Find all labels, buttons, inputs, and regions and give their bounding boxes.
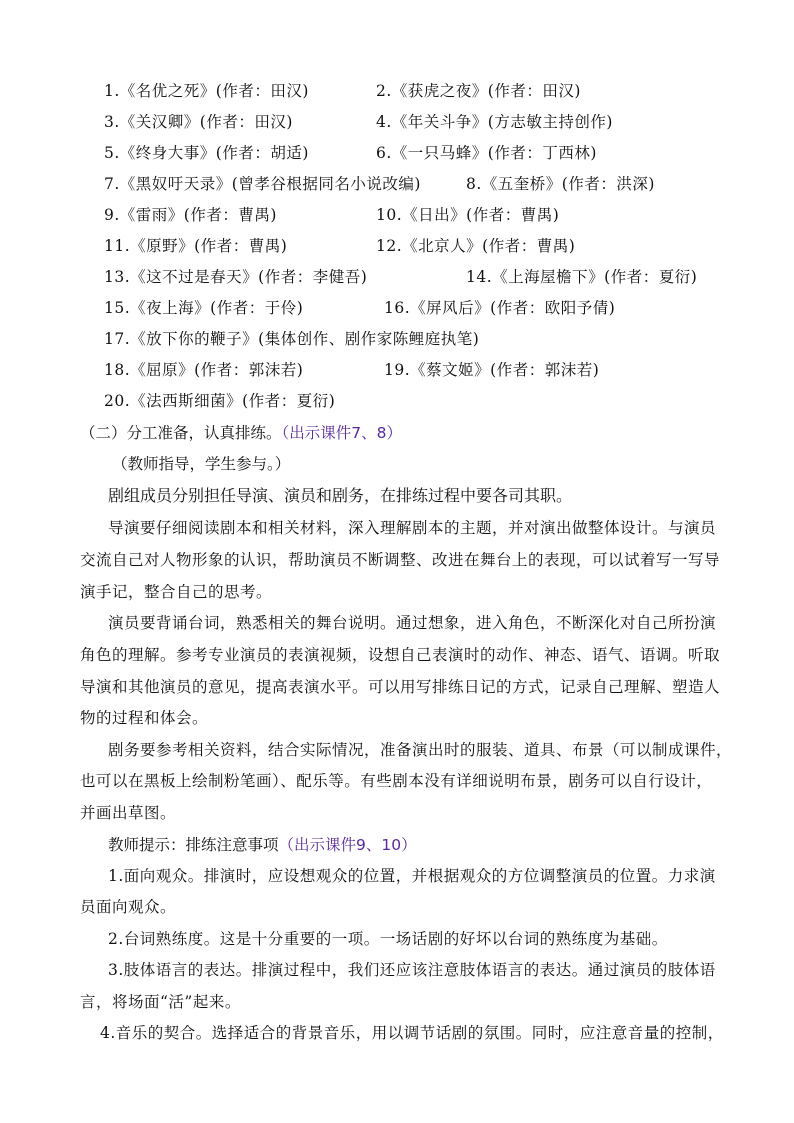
- play-item-2: 2.《获虎之夜》(作者：田汉): [376, 82, 581, 100]
- stage-paragraph-line-2: 也可以在黑板上绘制粉笔画）、配乐等。有些剧本没有详细说明布景，剧务可以自行设计，: [80, 772, 713, 790]
- tip-3-line-2: 言，将场面“活”起来。: [80, 993, 241, 1011]
- play-item-15: 15.《夜上海》(作者：于伶): [104, 299, 304, 317]
- play-item-16: 16.《屏风后》(作者：欧阳予倩): [384, 299, 616, 317]
- stage-paragraph-line-1: 剧务要参考相关资料，结合实际情况，准备演出时的服装、道具、布景（可以制成课件，: [108, 741, 733, 759]
- tip-2: 2.台词熟练度。这是十分重要的一项。一场话剧的好坏以台词的熟练度为基础。: [108, 930, 668, 948]
- section-heading-courseware-note: （出示课件7、8）: [281, 424, 402, 442]
- tips-courseware-note: （出示课件9、10）: [278, 836, 417, 854]
- play-item-12: 12.《北京人》(作者：曹禺): [376, 237, 576, 255]
- actor-paragraph-line-1: 演员要背诵台词，熟悉相关的舞台说明。通过想象，进入角色，不断深化对自己所扮演: [108, 614, 717, 632]
- director-paragraph-line-2: 交流自己对人物形象的认识，帮助演员不断调整、改进在舞台上的表现，可以试着写一写导: [80, 551, 721, 569]
- actor-paragraph-line-4: 物的过程和体会。: [80, 709, 209, 727]
- play-item-5: 5.《终身大事》(作者：胡适): [104, 144, 309, 162]
- director-paragraph-line-3: 演手记，整合自己的思考。: [80, 583, 273, 601]
- play-item-20: 20.《法西斯细菌》(作者：夏衍): [104, 392, 336, 410]
- tips-heading: [108, 835, 417, 855]
- play-item-3: 3.《关汉卿》(作者：田汉): [104, 113, 293, 131]
- play-item-18: 18.《屈原》(作者：郭沫若): [104, 361, 304, 379]
- tip-4: 4.音乐的契合。选择适合的背景音乐，用以调节话剧的氛围。同时，应注意音量的控制，: [100, 1024, 724, 1042]
- play-item-1: 1.《名优之死》(作者：田汉): [104, 82, 309, 100]
- play-item-4: 4.《年关斗争》(方志敏主持创作): [376, 113, 613, 131]
- play-item-14: 14.《上海屋檐下》(作者：夏衍): [466, 268, 698, 286]
- play-item-6: 6.《一只马蜂》(作者：丁西林): [376, 144, 597, 162]
- tips-heading-text: 教师提示：排练注意事项: [108, 836, 279, 854]
- tip-3-line-1: 3.肢体语言的表达。排演过程中，我们还应该注意肢体语言的表达。通过演员的肢体语: [108, 961, 716, 979]
- play-item-17: 17.《放下你的鞭子》(集体创作、剧作家陈鲤庭执笔): [104, 330, 480, 348]
- section-heading: [80, 423, 402, 443]
- tip-1-line-2: 员面向观众。: [80, 898, 177, 916]
- play-item-8: 8.《五奎桥》(作者：洪深): [466, 175, 655, 193]
- teacher-guidance-line: （教师指导，学生参与。）: [112, 455, 291, 473]
- play-item-9: 9.《雷雨》(作者：曹禺): [104, 206, 277, 224]
- actor-paragraph-line-3: 导演和其他演员的意见，提高表演水平。可以用写排练日记的方式，记录自己理解、塑造人: [80, 678, 721, 696]
- section-heading-text: （二）分工准备，认真排练。: [80, 424, 282, 442]
- roles-intro-paragraph: 剧组成员分别担任导演、演员和剧务，在排练过程中要各司其职。: [108, 486, 573, 505]
- actor-paragraph-line-2: 角色的理解。参考专业演员的表演视频，设想自己表演时的动作、神态、语气、语调。听取: [80, 646, 721, 664]
- play-item-19: 19.《蔡文姬》(作者：郭沫若): [384, 361, 600, 379]
- play-item-11: 11.《原野》(作者：曹禺): [104, 237, 288, 255]
- tip-1-line-1: 1.面向观众。排演时，应设想观众的位置，并根据观众的方位调整演员的位置。力求演: [108, 867, 716, 885]
- play-item-7: 7.《黑奴吁天录》(曾孝谷根据同名小说改编): [104, 175, 421, 193]
- stage-paragraph-line-3: 并画出草图。: [80, 804, 177, 822]
- director-paragraph-line-1: 导演要仔细阅读剧本和相关材料，深入理解剧本的主题，并对演出做整体设计。与演员: [108, 519, 717, 537]
- play-item-10: 10.《日出》(作者：曹禺): [376, 206, 560, 224]
- play-item-13: 13.《这不过是春天》(作者：李健吾): [104, 268, 368, 286]
